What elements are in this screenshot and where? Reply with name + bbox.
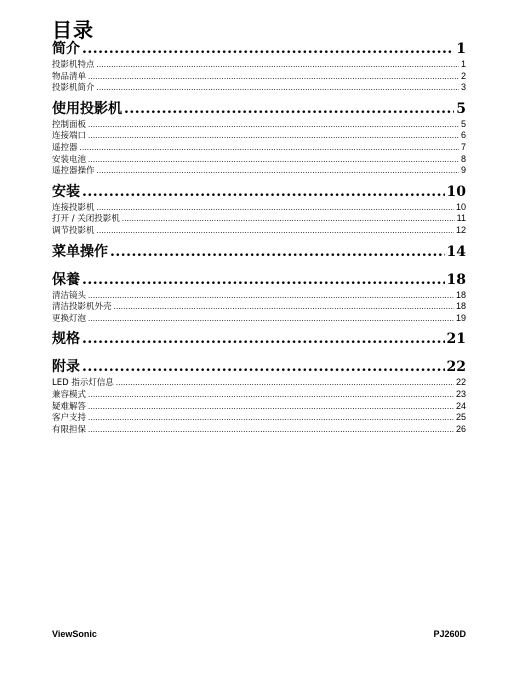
- dot-leader: [97, 60, 459, 72]
- chapter-page-number: 5: [456, 100, 466, 117]
- chapter-title: 规格: [52, 331, 80, 348]
- table-of-contents: [52, 40, 466, 441]
- dot-leader: [97, 166, 459, 178]
- dot-leader: [88, 402, 454, 414]
- item-title: 清洁投影机外壳: [52, 302, 112, 313]
- dot-leader: [124, 100, 454, 119]
- item-page-number: 8: [460, 153, 466, 164]
- chapter-title: 安装: [52, 183, 80, 200]
- toc-chapter-entry[interactable]: [52, 183, 466, 202]
- dot-leader: [97, 226, 454, 238]
- dot-leader: [88, 72, 459, 84]
- chapter-title: 菜单操作: [52, 243, 108, 260]
- item-title: 兼容模式: [52, 389, 87, 400]
- item-page-number: 22: [455, 377, 466, 388]
- item-title: 打开 / 关闭投影机: [52, 214, 120, 225]
- footer-model: PJ260D: [433, 629, 466, 639]
- item-title: 连接端口: [52, 131, 87, 142]
- toc-item-entry[interactable]: [52, 202, 466, 214]
- item-title: 遥控器: [52, 142, 78, 153]
- toc-item-entry[interactable]: [52, 82, 466, 94]
- item-page-number: 5: [460, 118, 466, 129]
- chapter-page-number: 22: [446, 359, 466, 376]
- item-title: 有限担保: [52, 424, 87, 435]
- toc-item-entry[interactable]: [52, 290, 466, 302]
- item-title: 更换灯泡: [52, 313, 87, 324]
- item-page-number: 1: [460, 59, 466, 69]
- dot-leader: [88, 314, 454, 326]
- item-page-number: 7: [460, 141, 466, 152]
- item-title: 投影机特点: [52, 60, 95, 70]
- dot-leader: [88, 413, 454, 425]
- item-title: LED 指示灯信息: [52, 378, 114, 389]
- item-title: 清洁镜头: [52, 290, 87, 301]
- toc-section: [52, 330, 466, 349]
- dot-leader: [88, 291, 454, 303]
- dot-leader: [82, 271, 445, 290]
- toc-section: [52, 358, 466, 435]
- dot-leader: [88, 390, 454, 402]
- toc-item-entry[interactable]: [52, 130, 466, 142]
- footer-brand: ViewSonic: [52, 629, 97, 639]
- dot-leader: [88, 425, 454, 437]
- item-title: 安装电池: [52, 154, 87, 165]
- dot-leader: [122, 214, 455, 226]
- item-page-number: 25: [455, 412, 466, 423]
- toc-section: [52, 100, 466, 177]
- chapter-page-number: 10: [446, 183, 466, 200]
- item-title: 客户支持: [52, 413, 87, 424]
- item-page-number: 23: [455, 388, 466, 399]
- toc-item-entry[interactable]: [52, 165, 466, 177]
- dot-leader: [116, 378, 454, 390]
- dot-leader: [88, 155, 459, 167]
- item-title: 连接投影机: [52, 202, 95, 213]
- item-title: 遥控器操作: [52, 166, 95, 177]
- item-page-number: 18: [455, 289, 466, 300]
- toc-chapter-entry[interactable]: [52, 243, 466, 262]
- toc-item-entry[interactable]: [52, 59, 466, 71]
- item-page-number: 26: [455, 423, 466, 434]
- dot-leader: [97, 203, 454, 215]
- dot-leader: [114, 302, 454, 314]
- item-title: 物品清单: [52, 71, 87, 82]
- item-page-number: 19: [455, 312, 466, 323]
- page-footer: [52, 629, 466, 639]
- item-page-number: 12: [455, 224, 466, 235]
- dot-leader: [82, 358, 445, 377]
- toc-section: [52, 183, 466, 237]
- dot-leader: [82, 330, 445, 349]
- toc-chapter-entry[interactable]: [52, 330, 466, 349]
- chapter-page-number: 1: [456, 41, 466, 57]
- toc-item-entry[interactable]: [52, 389, 466, 401]
- dot-leader: [110, 243, 445, 262]
- dot-leader: [82, 40, 454, 59]
- toc-chapter-entry[interactable]: [52, 100, 466, 119]
- toc-chapter-entry[interactable]: [52, 358, 466, 377]
- item-page-number: 2: [460, 70, 466, 81]
- toc-item-entry[interactable]: [52, 424, 466, 436]
- toc-section: [52, 271, 466, 325]
- chapter-page-number: 14: [446, 243, 466, 260]
- toc-chapter-entry[interactable]: [52, 271, 466, 290]
- toc-item-entry[interactable]: [52, 301, 466, 313]
- item-page-number: 6: [460, 130, 466, 141]
- item-page-number: 3: [460, 82, 466, 93]
- toc-item-entry[interactable]: [52, 313, 466, 325]
- toc-item-entry[interactable]: [52, 401, 466, 413]
- toc-item-entry[interactable]: [52, 71, 466, 83]
- chapter-page-number: 18: [446, 271, 466, 288]
- toc-item-entry[interactable]: [52, 412, 466, 424]
- item-title: 疑难解答: [52, 401, 87, 412]
- item-title: 投影机简介: [52, 83, 95, 94]
- item-title: 控制面板: [52, 119, 87, 130]
- dot-leader: [97, 83, 459, 95]
- toc-section: [52, 40, 466, 94]
- toc-item-entry[interactable]: [52, 225, 466, 237]
- dot-leader: [80, 143, 459, 155]
- chapter-title: 保養: [52, 271, 80, 288]
- chapter-title: 使用投影机: [52, 100, 122, 117]
- chapter-page-number: 21: [446, 331, 466, 348]
- chapter-title: 附录: [52, 359, 80, 376]
- dot-leader: [88, 131, 459, 143]
- item-page-number: 10: [455, 201, 466, 212]
- item-title: 调节投影机: [52, 225, 95, 236]
- item-page-number: 24: [455, 400, 466, 411]
- chapter-title: 简介: [52, 41, 80, 57]
- toc-item-entry[interactable]: [52, 154, 466, 166]
- toc-item-entry[interactable]: [52, 142, 466, 154]
- dot-leader: [82, 183, 445, 202]
- toc-chapter-entry[interactable]: [52, 40, 466, 59]
- toc-item-entry[interactable]: [52, 213, 466, 225]
- item-page-number: 18: [455, 301, 466, 312]
- toc-item-entry[interactable]: [52, 377, 466, 389]
- page-title: 目录: [52, 18, 94, 42]
- dot-leader: [88, 120, 459, 132]
- toc-section: [52, 243, 466, 262]
- toc-item-entry[interactable]: [52, 119, 466, 131]
- item-page-number: 9: [460, 165, 466, 176]
- item-page-number: 11: [456, 213, 466, 224]
